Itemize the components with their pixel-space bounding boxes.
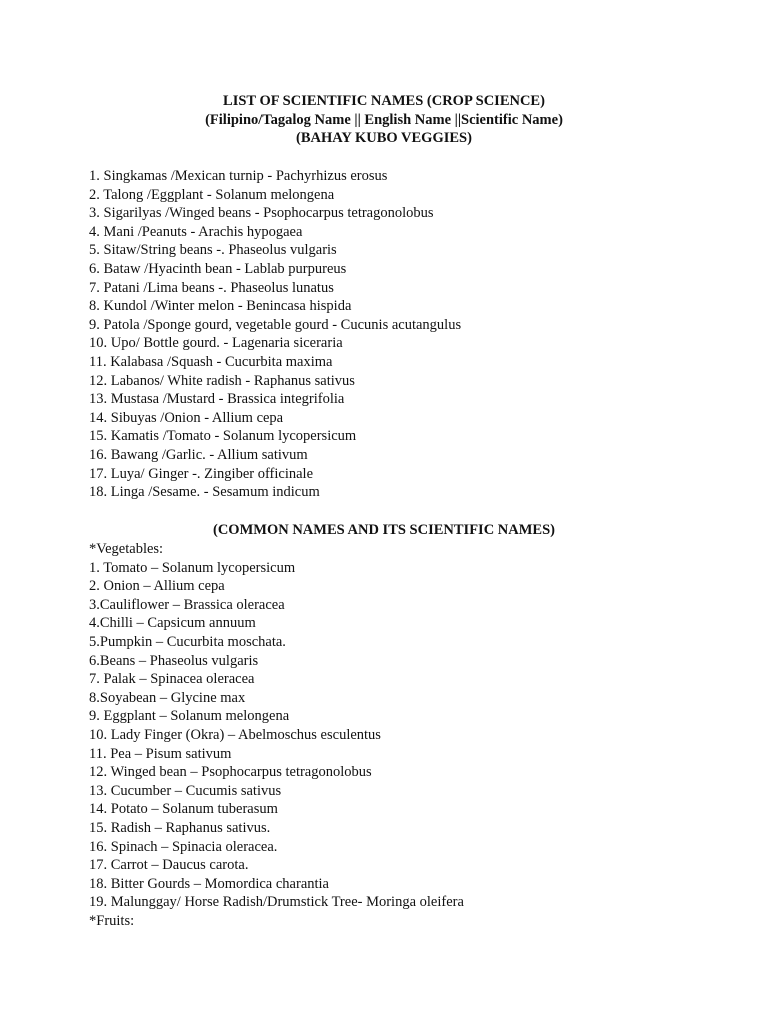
list-item: 12. Labanos/ White radish - Raphanus sativus xyxy=(89,372,355,389)
list-item: 6. Bataw /Hyacinth bean - Lablab purpureus xyxy=(89,260,347,277)
list-item: 15. Kamatis /Tomato - Solanum lycopersicum xyxy=(89,428,357,445)
list-item: 7. Palak – Spinacea oleracea xyxy=(89,671,255,688)
list-item: 4.Chilli – Capsicum annuum xyxy=(89,615,256,632)
list-item: 13. Cucumber – Cucumis sativus xyxy=(89,782,282,799)
list-item: 19. Malunggay/ Horse Radish/Drumstick Tree- Moringa oleifera xyxy=(89,894,464,911)
list-item: 14. Potato – Solanum tuberasum xyxy=(89,801,278,818)
list-item: 5.Pumpkin – Cucurbita moschata. xyxy=(89,633,286,650)
common-names-header xyxy=(0,521,768,540)
list-item: 8.Soyabean – Glycine max xyxy=(89,689,246,706)
list-item: 3.Cauliflower – Brassica oleracea xyxy=(89,596,285,613)
list-item: 17. Luya/ Ginger -. Zingiber officinale xyxy=(89,465,314,482)
list-item: 8. Kundol /Winter melon - Benincasa hispida xyxy=(89,298,352,315)
list-item: 11. Kalabasa /Squash - Cucurbita maxima xyxy=(89,353,333,370)
list-item: 14. Sibuyas /Onion - Allium cepa xyxy=(89,409,284,426)
list-item: 15. Radish – Raphanus sativus. xyxy=(89,819,271,836)
list-item: 1. Singkamas /Mexican turnip - Pachyrhizus erosus xyxy=(89,168,388,184)
list-item: 17. Carrot – Daucus carota. xyxy=(89,857,249,874)
list-item: 11. Pea – Pisum sativum xyxy=(89,745,232,762)
list-item: 2. Talong /Eggplant - Solanum melongena xyxy=(89,186,335,203)
bahay-kubo-list xyxy=(89,167,729,502)
list-item: 10. Lady Finger (Okra) – Abelmoschus esculentus xyxy=(89,726,381,743)
list-item: 10. Upo/ Bottle gourd. - Lagenaria siceraria xyxy=(89,335,343,352)
fruits-label: *Fruits: xyxy=(89,912,135,929)
section-title-common-names: (COMMON NAMES AND ITS SCIENTIFIC NAMES) xyxy=(213,522,555,538)
document-header xyxy=(0,92,768,148)
vegetables-label: *Vegetables: xyxy=(89,541,164,557)
list-item: 18. Bitter Gourds – Momordica charantia xyxy=(89,875,329,892)
list-item: 1. Tomato – Solanum lycopersicum xyxy=(89,559,296,576)
list-item: 16. Bawang /Garlic. - Allium sativum xyxy=(89,446,308,463)
list-item: 5. Sitaw/String beans -. Phaseolus vulgaris xyxy=(89,242,337,259)
document-title: LIST OF SCIENTIFIC NAMES (CROP SCIENCE) xyxy=(223,93,545,109)
list-item: 2. Onion – Allium cepa xyxy=(89,578,225,595)
list-item: 9. Patola /Sponge gourd, vegetable gourd - Cucunis acutangulus xyxy=(89,316,462,333)
list-item: 7. Patani /Lima beans -. Phaseolus lunatus xyxy=(89,279,334,296)
list-item: 12. Winged bean – Psophocarpus tetragonolobus xyxy=(89,764,372,781)
list-item: 13. Mustasa /Mustard - Brassica integrifolia xyxy=(89,391,345,408)
list-item: 16. Spinach – Spinacia oleracea. xyxy=(89,838,278,855)
list-item: 6.Beans – Phaseolus vulgaris xyxy=(89,652,259,669)
section-title-bahay-kubo: (BAHAY KUBO VEGGIES) xyxy=(296,130,472,146)
list-item: 3. Sigarilyas /Winged beans - Psophocarpus tetragonolobus xyxy=(89,205,434,222)
list-item: 4. Mani /Peanuts - Arachis hypogaea xyxy=(89,223,303,240)
common-names-list xyxy=(89,540,729,930)
list-item: 18. Linga /Sesame. - Sesamum indicum xyxy=(89,484,320,501)
list-item: 9. Eggplant – Solanum melongena xyxy=(89,708,290,725)
document-subtitle: (Filipino/Tagalog Name || English Name ||Scientific Name) xyxy=(205,111,563,128)
